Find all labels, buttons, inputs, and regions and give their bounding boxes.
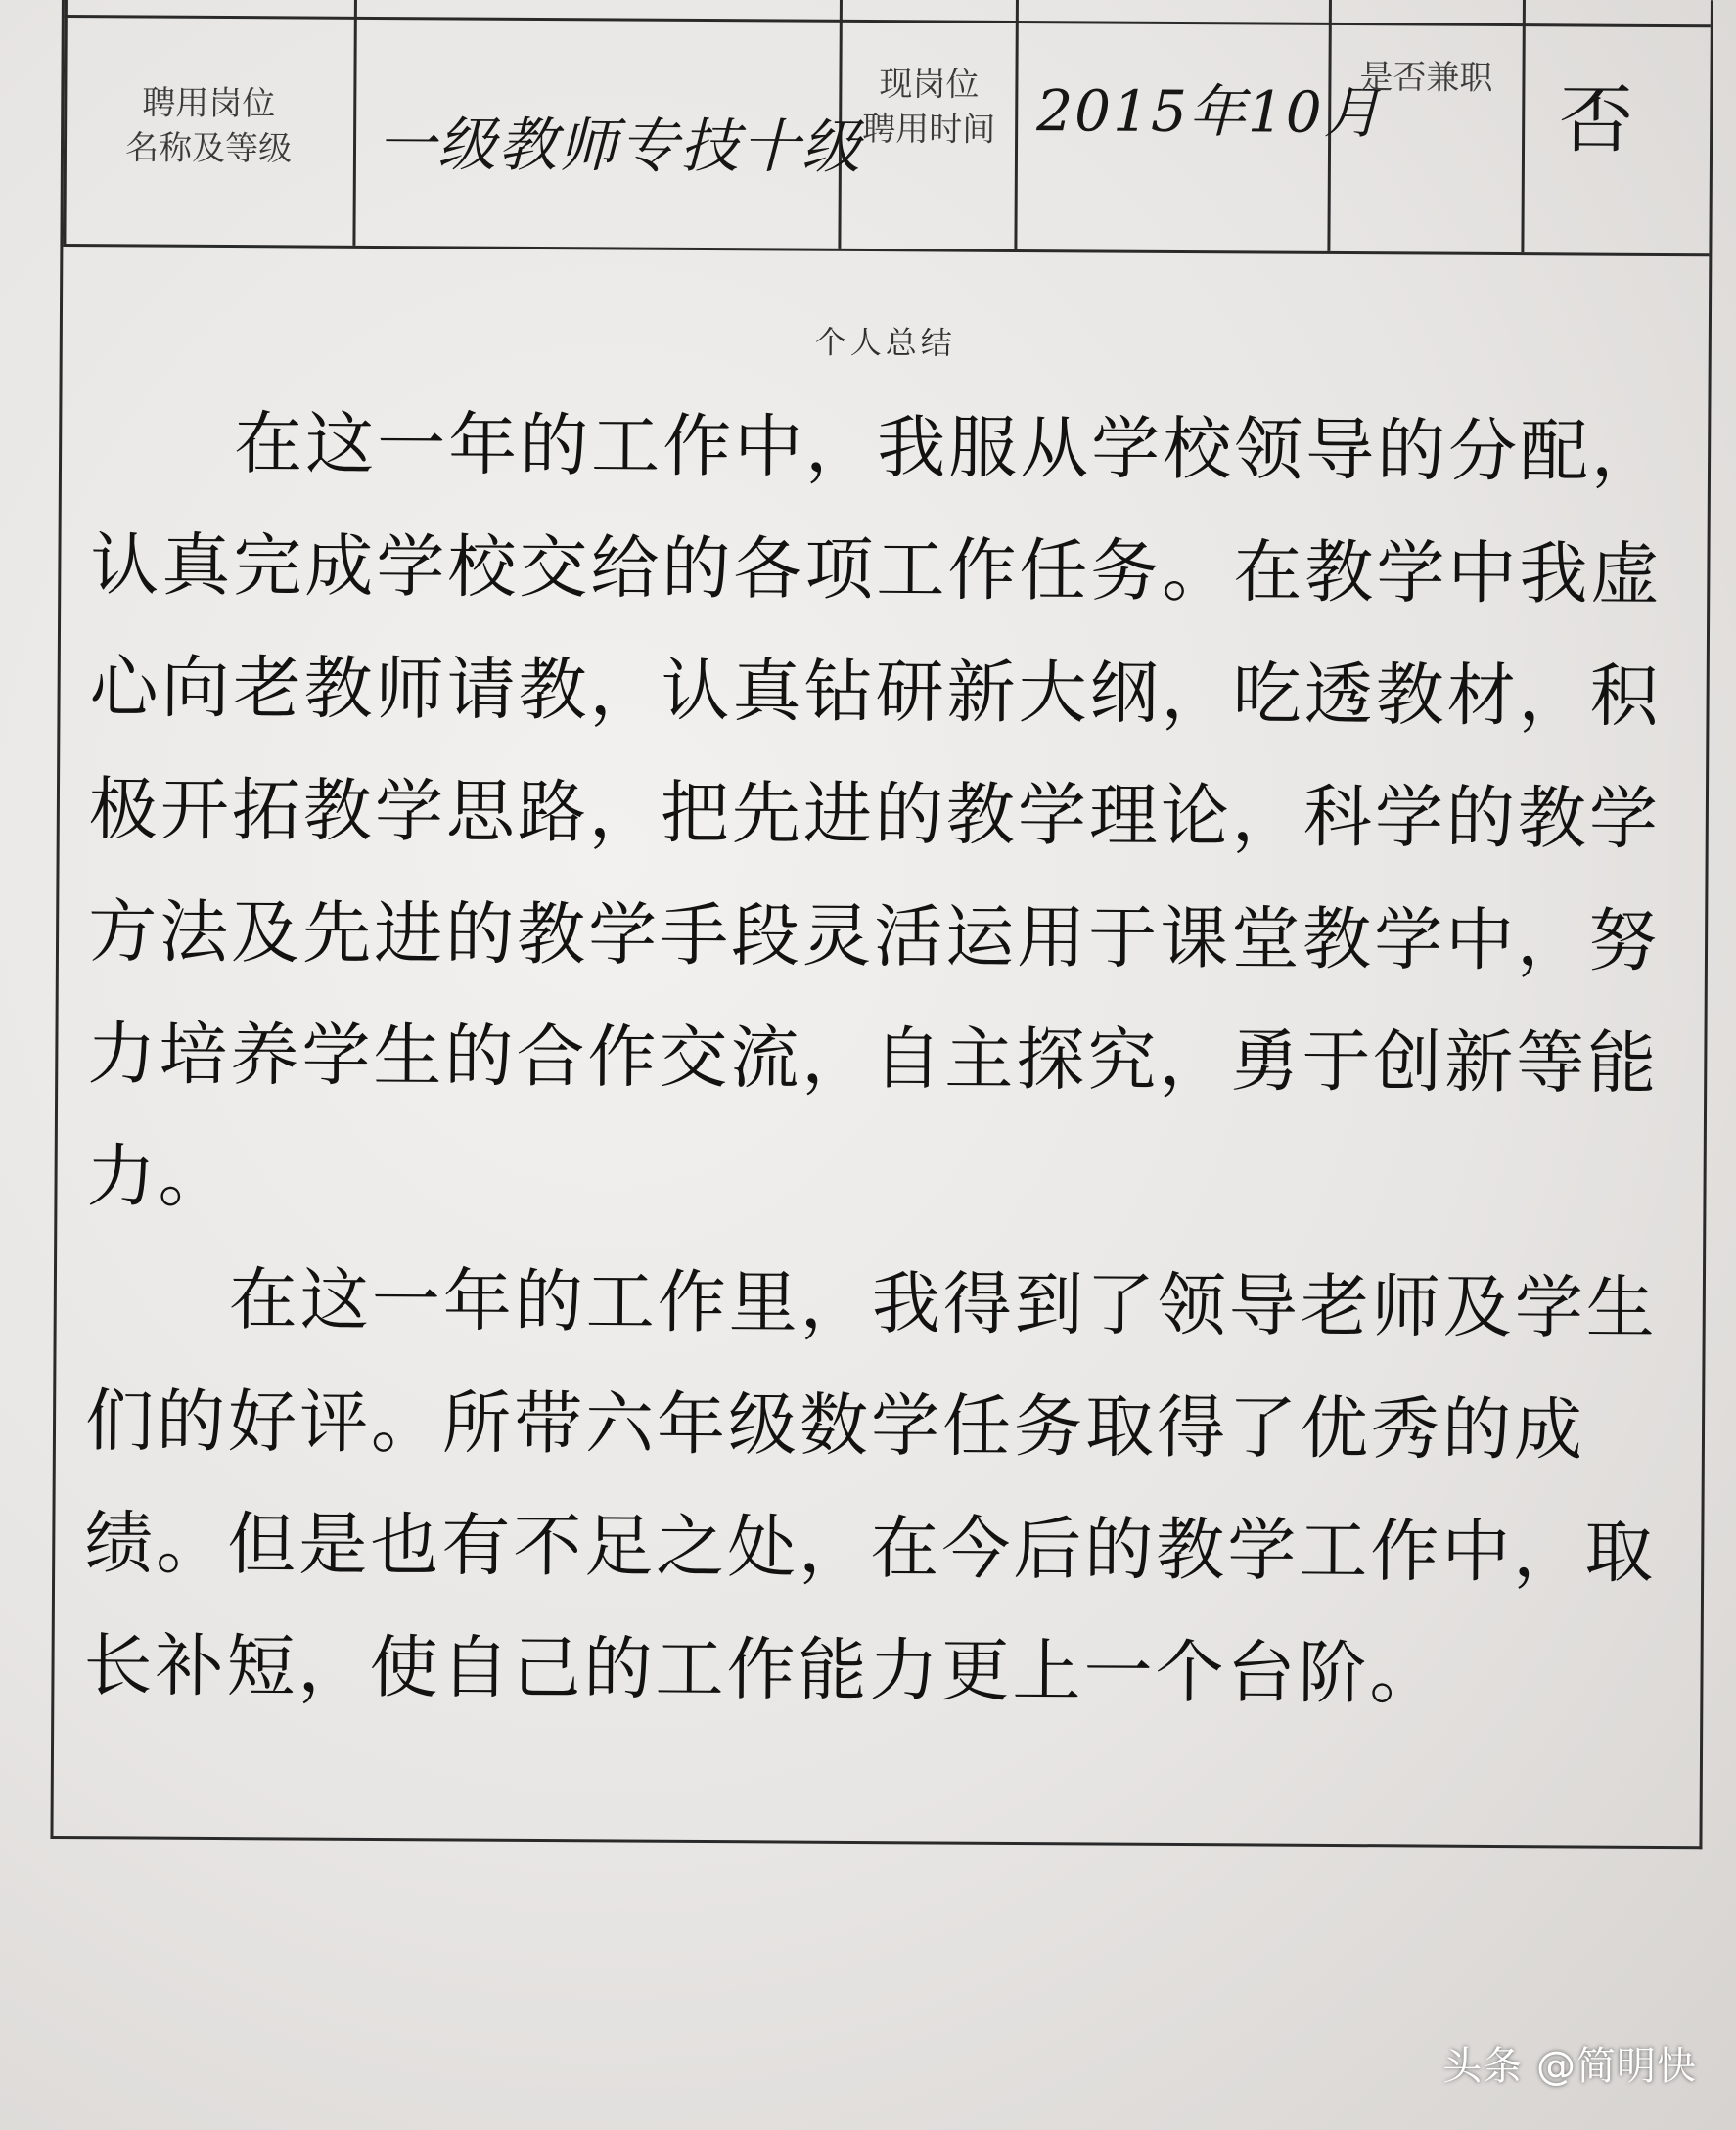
summary-paragraph: 在这一年的工作里，我得到了领导老师及学生们的好评。所带六年级数学任务取得了优秀的成绩。但是也有不足之处，在今后的教学工作中，取长补短，使自己的工作能力更上一个台阶。 [83, 1258, 1659, 1714]
summary-body [83, 382, 1696, 1737]
hire-time-value: 2015年10月 [1036, 77, 1383, 147]
summary-title: 个人总结 [814, 323, 956, 362]
column-divider [352, 0, 357, 246]
position-name-label [83, 80, 335, 172]
column-divider [1521, 0, 1526, 252]
hire-time-label-line2: 聘用时间 [862, 110, 996, 150]
summary-paragraph: 在这一年的工作中，我服从学校领导的分配，认真完成学校交给的各项工作任务。在教学中我虚心向老教师请教，认真钻研新大纲，吃透教材，积极开拓教学思路，把先进的教学理论，科学的教学方法及先进的教学手段灵活运用于课堂教学中，努力培养学生的合作交流，自主探究，勇于创新等能力。 [86, 402, 1664, 1218]
position-row [63, 0, 1711, 256]
personnel-form [50, 0, 1713, 1849]
column-divider [1014, 0, 1019, 249]
platform-watermark: 头条 @简明快 [1442, 2044, 1697, 2089]
column-divider [63, 0, 68, 244]
part-time-label: 是否兼职 [1359, 58, 1493, 98]
position-value: 一级教师专技十级 [376, 110, 863, 182]
position-label-line2: 名称及等级 [124, 128, 293, 169]
hire-time-label [848, 62, 1010, 153]
previous-row-edge [65, 0, 1711, 27]
hire-time-label-line1: 现岗位 [879, 65, 980, 105]
part-time-value: 否 [1558, 75, 1636, 163]
position-label-line1: 聘用岗位 [142, 83, 276, 124]
